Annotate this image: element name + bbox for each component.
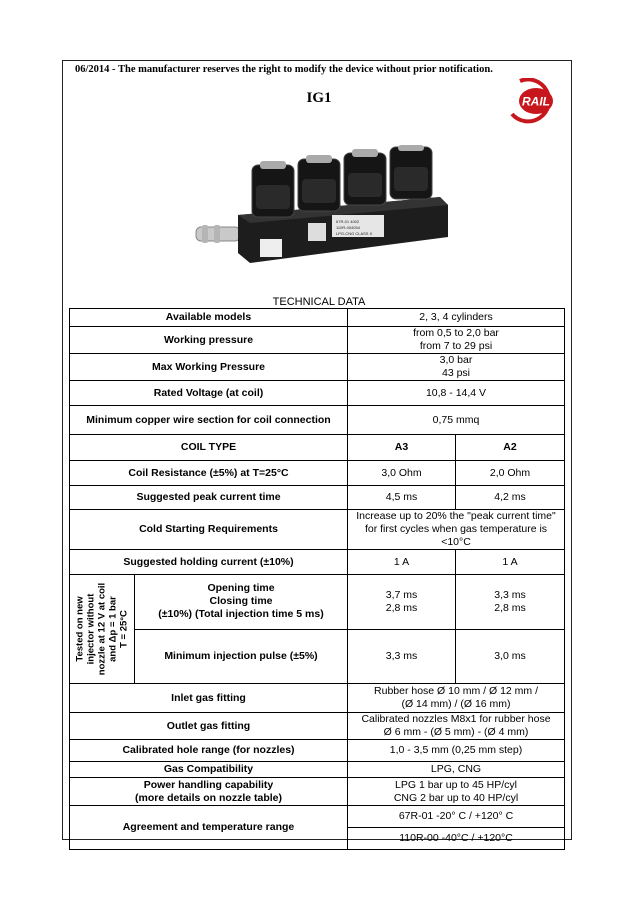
table-row <box>70 461 565 486</box>
sticker-line-1: 67R-01 4002 <box>336 219 360 224</box>
holding-current-a3: 1 A <box>348 550 456 575</box>
peak-current-a2: 4,2 ms <box>456 486 565 510</box>
table-row <box>70 406 565 435</box>
table-row <box>70 327 565 354</box>
gas-compat-label: Gas Compatibility <box>70 762 348 778</box>
tested-conditions-cell <box>70 575 135 684</box>
working-pressure-value: from 0,5 to 2,0 bar from 7 to 29 psi <box>348 327 565 354</box>
rail-logo <box>506 78 564 124</box>
min-pulse-label: Minimum injection pulse (±5%) <box>135 629 348 684</box>
table-row <box>70 575 565 630</box>
min-pulse-a2: 3,0 ms <box>456 629 565 684</box>
holding-current-a2: 1 A <box>456 550 565 575</box>
table-row <box>70 550 565 575</box>
logo-text: RAIL <box>522 94 550 109</box>
table-row <box>70 684 565 713</box>
technical-data-table <box>69 308 565 850</box>
outlet-label: Outlet gas fitting <box>70 713 348 740</box>
peak-current-label: Suggested peak current time <box>70 486 348 510</box>
table-row <box>70 713 565 740</box>
table-row <box>70 309 565 327</box>
available-models-value: 2, 3, 4 cylinders <box>348 309 565 327</box>
injector-rail-icon <box>190 145 452 273</box>
model-title: IG1 <box>306 90 332 106</box>
table-row <box>70 510 565 550</box>
agreement-value-2: 110R-00 -40°C / +120°C <box>348 828 565 850</box>
working-pressure-label: Working pressure <box>70 327 348 354</box>
opening-closing-label: Opening time Closing time (±10%) (Total injection time 5 ms) <box>135 575 348 630</box>
sticker-line-2: 110R-004054 <box>336 225 360 230</box>
table-row <box>70 778 565 806</box>
coil-type-label: COIL TYPE <box>70 435 348 461</box>
coil-resistance-a2: 2,0 Ohm <box>456 461 565 486</box>
peak-current-a3: 4,5 ms <box>348 486 456 510</box>
table-row <box>70 435 565 461</box>
coil-type-a3: A3 <box>348 435 456 461</box>
table-row <box>70 486 565 510</box>
tested-conditions-label: Tested on new injector without nozzle at 12 V at coil and Δp = 1 bar T = 25°C <box>74 582 130 676</box>
table-row <box>70 381 565 406</box>
available-models-label: Available models <box>70 309 348 327</box>
min-copper-label: Minimum copper wire section for coil connection <box>70 406 348 435</box>
agreement-label: Agreement and temperature range <box>70 806 348 850</box>
opening-closing-a2: 3,3 ms 2,8 ms <box>456 575 565 630</box>
min-copper-value: 0,75 mmq <box>348 406 565 435</box>
agreement-value-1: 67R-01 -20° C / +120° C <box>348 806 565 828</box>
table-row <box>70 740 565 762</box>
notice-text: 06/2014 - The manufacturer reserves the right to modify the device without prior notification. <box>75 64 493 75</box>
hole-range-label: Calibrated hole range (for nozzles) <box>70 740 348 762</box>
inlet-value: Rubber hose Ø 10 mm / Ø 12 mm / (Ø 14 mm) / (Ø 16 mm) <box>348 684 565 713</box>
sticker-line-3: LPG-CNG CLASS II <box>336 231 372 236</box>
coil-resistance-a3: 3,0 Ohm <box>348 461 456 486</box>
coil-type-a2: A2 <box>456 435 565 461</box>
outlet-value: Calibrated nozzles M8x1 for rubber hose Ø 6 mm - (Ø 5 mm) - (Ø 4 mm) <box>348 713 565 740</box>
rated-voltage-label: Rated Voltage (at coil) <box>70 381 348 406</box>
max-working-pressure-label: Max Working Pressure <box>70 354 348 381</box>
power-label: Power handling capability (more details on nozzle table) <box>70 778 348 806</box>
coil-resistance-label: Coil Resistance (±5%) at T=25°C <box>70 461 348 486</box>
holding-current-label: Suggested holding current (±10%) <box>70 550 348 575</box>
table-row <box>70 806 565 828</box>
cold-start-label: Cold Starting Requirements <box>70 510 348 550</box>
technical-data-caption: TECHNICAL DATA <box>272 296 366 308</box>
table-row <box>70 629 565 684</box>
gas-compat-value: LPG, CNG <box>348 762 565 778</box>
hole-range-value: 1,0 - 3,5 mm (0,25 mm step) <box>348 740 565 762</box>
opening-closing-a3: 3,7 ms 2,8 ms <box>348 575 456 630</box>
table-row <box>70 762 565 778</box>
rated-voltage-value: 10,8 - 14,4 V <box>348 381 565 406</box>
min-pulse-a3: 3,3 ms <box>348 629 456 684</box>
power-value: LPG 1 bar up to 45 HP/cyl CNG 2 bar up to 40 HP/cyl <box>348 778 565 806</box>
cold-start-value: Increase up to 20% the "peak current time" for first cycles when gas temperature is <10°C <box>348 510 565 550</box>
inlet-label: Inlet gas fitting <box>70 684 348 713</box>
max-working-pressure-value: 3,0 bar 43 psi <box>348 354 565 381</box>
table-row <box>70 354 565 381</box>
